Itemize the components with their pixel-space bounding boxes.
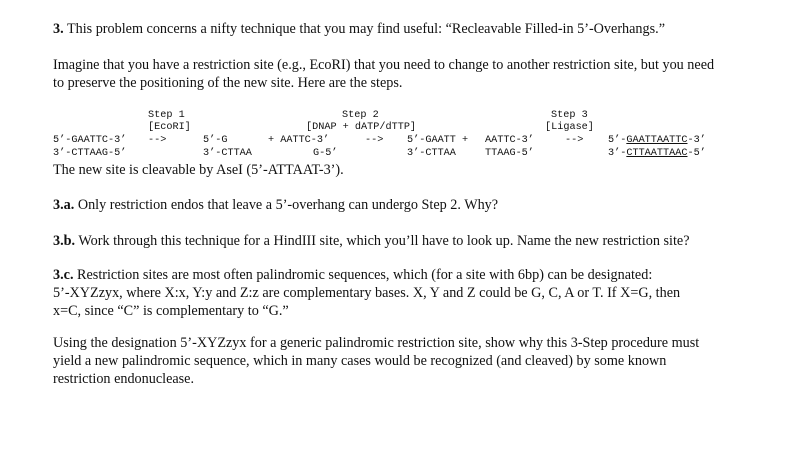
final-top-new-site: GAATTAATTC [626, 135, 688, 146]
problem-title: This problem concerns a nifty technique that you may find useful: “Recleavable Filled-in 5’-Overhangs.” [66, 21, 665, 37]
question-3a [53, 196, 783, 214]
question-3c-line-1 [53, 266, 783, 284]
step3-enzyme: [Ligase] [545, 122, 594, 133]
final-bottom-suffix: -5’ [687, 148, 706, 159]
step1-arrow: --> [148, 135, 167, 146]
question-3b-text: Work through this technique for a HindIII site, which you’ll have to look up. Name the new restriction site? [78, 233, 690, 249]
question-3a-label: 3.a. [53, 197, 75, 213]
cut-right-bottom: G-5’ [313, 148, 338, 159]
question-3b [53, 232, 783, 250]
cut-left-bottom: 3’-CTTAA [203, 148, 252, 159]
final-bottom-new-site: CTTAATTAAC [626, 148, 688, 159]
intro-line-2: to preserve the positioning of the new site. Here are the steps. [53, 75, 403, 91]
final-bottom-prefix: 3’- [608, 148, 627, 159]
step3-arrow: --> [565, 135, 584, 146]
problem-number: 3. [53, 21, 64, 37]
step3-label: Step 3 [551, 110, 588, 121]
closing-line-2: yield a new palindromic sequence, which in many cases would be recognized (and cleaved) by some known [53, 353, 667, 369]
question-3c-line-2: 5’-XYZzyx, where X:x, Y:y and Z:z are complementary bases. X, Y and Z could be G, C, A or T. If X=G, then [53, 285, 681, 301]
cut-left-top: 5’-G [203, 135, 228, 146]
question-3a-text: Only restriction endos that leave a 5’-overhang can undergo Step 2. Why? [77, 197, 499, 213]
fill-right-bottom: TTAAG-5’ [485, 148, 534, 159]
question-3c-text-1: Restriction sites are most often palindromic sequences, which (for a site with 6bp) can be designated: [77, 267, 653, 283]
step2-arrow: --> [365, 135, 384, 146]
start-bottom-strand: 3’-CTTAAG-5’ [53, 148, 127, 159]
question-3c-label: 3.c. [53, 267, 74, 283]
problem-heading [53, 20, 783, 38]
step2-label: Step 2 [342, 110, 379, 121]
fill-left-top: 5’-GAATT + [407, 135, 469, 146]
final-top-prefix: 5’- [608, 135, 627, 146]
intro-line-1: Imagine that you have a restriction site (e.g., EcoRI) that you need to change to another restriction site, but you need [53, 57, 715, 73]
start-top-strand: 5’-GAATTC-3’ [53, 135, 127, 146]
fill-right-top: AATTC-3’ [485, 135, 534, 146]
step2-reagents: [DNAP + dATP/dTTP] [306, 122, 417, 133]
final-top-strand [608, 135, 706, 147]
new-site-statement: The new site is cleavable by AseI (5’-ATTAAT-3’). [53, 162, 344, 178]
fill-left-bottom: 3’-CTTAA [407, 148, 456, 159]
final-top-suffix: -3’ [687, 135, 706, 146]
final-bottom-strand [608, 148, 706, 160]
closing-line-1: Using the designation 5’-XYZzyx for a generic palindromic restriction site, show why this 3-Step procedure must [53, 335, 700, 351]
cut-right-top: + AATTC-3’ [268, 135, 330, 146]
closing-line-3: restriction endonuclease. [53, 371, 195, 387]
step1-label: Step 1 [148, 110, 185, 121]
question-3b-label: 3.b. [53, 233, 76, 249]
question-3c-line-3: x=C, since “C” is complementary to “G.” [53, 303, 289, 319]
step1-enzyme: [EcoRI] [148, 122, 191, 133]
